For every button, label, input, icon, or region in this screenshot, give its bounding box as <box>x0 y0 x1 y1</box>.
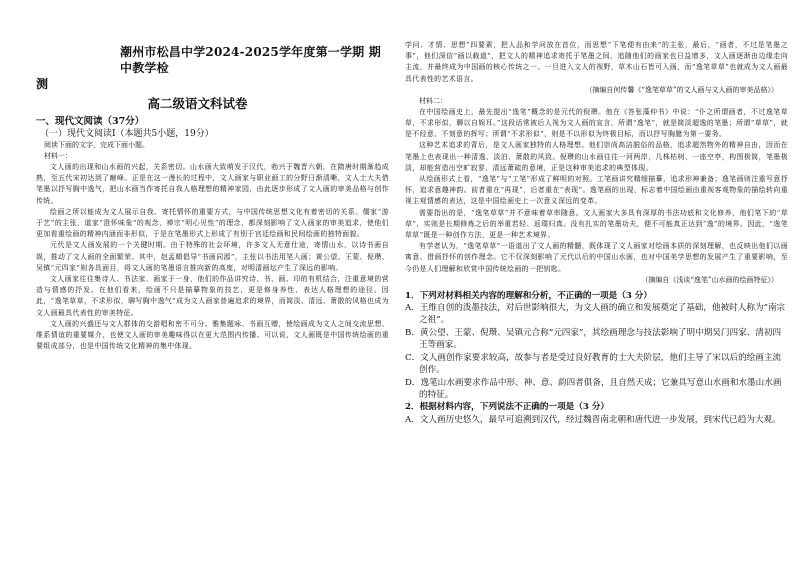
question-2 <box>405 401 788 426</box>
material-two-paragraph: 有学者认为，“逸笔草草”一语道出了文人画的精髓，既体现了文人画家对绘画本质的深刻理解，也反映出他们以画寓意、借画抒怀的创作理念。它不仅深刻影响了元代以后的中国山水画，也对中国美学思想的发展产生了重要影响，至今仍是人们理解和欣赏中国传统绘画的一把钥匙。 <box>405 242 788 273</box>
material-one-continued: 学问、才情、思想”四要素，把人品和学问放在首位，而思想“下笔便有由来”的主张，最后，“画者，不过是笔墨之事”，他们深信“画以载道”，把文人的精神追求寄托于笔墨之间，追随他们的画家也日益增多，文人画逐渐由边缘走向主流，并最终成为中国画的核心传统之一。一旦进入文人的视野，草木山石皆可入画，而“逸笔草草”也就成为文人画最具代表性的艺术语言。 <box>405 41 788 83</box>
material-two-paragraph: 从绘画形式上看，“逸笔”与“工笔”形成了鲜明的对照。工笔画讲究精细描摹，追求形神兼备；逸笔画则注重写意抒怀，追求意趣神韵。前者重在“再现”，后者重在“表现”。逸笔画的出现，标志着中国绘画由重视客观物象的描绘转向重视主观情感的表达，这是中国绘画史上一次意义深远的变革。 <box>405 175 788 206</box>
question-1 <box>405 290 788 401</box>
question-stem: 2．根据材料内容，下列说法不正确的一项是（3 分） <box>405 402 610 413</box>
material-one-label: 材料一： <box>44 152 72 160</box>
material-one-paragraph: 文人画的出现和山水画的兴起，关系密切。山水画大致萌发于汉代，勃兴于魏晋六朝，在隋唐时期渐趋成熟，至五代宋初达到了巅峰。正是在这一漫长的过程中，文人画家与职业画工的分野日渐清晰，文人士大夫借笔墨以抒写胸中逸气，把山水画当作寄托自我人格理想的精神家园，由此逐步形成了文人画的审美品格与创作传统。 <box>36 163 389 205</box>
material-two-paragraph: 需要指出的是，“逸笔草草”并不意味着草率随意。文人画家大多具有深厚的书法功底和文化修养，他们笔下的“草草”，实则是长期修炼之后的举重若轻、返璞归真。没有扎实的笔墨功夫，便不可能真正达到“逸”的境界。因此，“逸笔草草”既是一种创作方法，更是一种艺术境界。 <box>405 208 788 240</box>
answer-option-a[interactable]: A．王维自创的泼墨技法，对后世影响很大，为文人画的确立和发展奠定了基础，他被时人称为“南宗之祖”。 <box>405 303 786 326</box>
material-two-label: 材料二： <box>419 96 447 105</box>
material-two-paragraph: 这种艺术追求的背后，是文人画家独特的人格理想。他们崇尚高洁脱俗的品格，追求超然物外的精神自由，因而在笔墨上也表现出一种清逸、淡泊、萧散的风致。倪瓒的山水画往往一河两岸，几株枯树，一座空亭，构图极简，笔墨极淡，却能营造出空旷寂寥、清远萧疏的意境，正是这种审美追求的典型体现。 <box>405 141 788 172</box>
reading-instruction: 阅读下面的文字，完成下面小题。 <box>44 141 149 149</box>
material-one-paragraph: 文人画的兴盛还与文人群体的交游唱和密不可分。雅集题咏、书画互赠，使绘画成为文人之间交流思想、维系情谊的重要媒介，也使文人画的审美趣味得以在更大范围内传播。可以说，文人画既是中国传统绘画的重要组成部分，也是中国传统文化精神的集中体现。 <box>36 319 389 351</box>
material-one-paragraph: 绘画之所以能成为文人展示自我、寄托情怀的重要方式，与中国传统思想文化有着密切的关系。儒家“游于艺”的主张，道家“澄怀味象”的观念，禅宗“明心见性”的理念，都深刻影响了文人画家的审美追求，使他们更加看重绘画的精神内涵而非形似，于是在笔墨形式上形成了有别于宫廷绘画和民间绘画的独特面貌。 <box>36 207 389 239</box>
section-heading: 一、现代文阅读（37分） <box>36 116 145 127</box>
right-column <box>405 0 788 561</box>
material-one-paragraph: 元代是文人画发展的一个关键时期。由于特殊的社会环境，许多文人无意仕途，寄情山水，以诗书画自娱，推动了文人画的全面繁荣。其中，赵孟頫倡导“书画同源”，主张以书法用笔入画；黄公望、王蒙、倪瓒、吴镇“元四家”则各具面目，将文人画的笔墨语言推向新的高度，对明清画坛产生了深远的影响。 <box>36 241 389 272</box>
subsection-heading: （一）现代文阅读Ⅰ（本题共5小题，19分） <box>40 129 214 139</box>
left-column <box>6 0 389 561</box>
answer-option-d[interactable]: D．逸笔山水画要求作品中形、神、意、韵四者俱备，且自然天成；它兼具写意山水画和水墨山水画的特征。 <box>405 377 782 400</box>
question-stem: 1．下列对材料相关内容的理解和分析，不正确的一项是（3 分） <box>405 290 652 301</box>
exam-title-continued: 测 <box>36 77 49 91</box>
material-one-source: （摘编自何传馨《“逸笔草草”的文人画与文人画的审美品格》） <box>585 85 778 94</box>
exam-subtitle: 高二级语文科试卷 <box>147 96 248 111</box>
answer-option-c[interactable]: C．文人画创作家要求较高，故参与者是受过良好教育的士大夫阶层，他们主导了宋以后的绘画主流创作。 <box>405 352 782 376</box>
answer-option-a[interactable]: A．文人画历史悠久，最早可追溯到汉代，经过魏晋南北朝和唐代进一步发展，到宋代已趋为大观。 <box>405 414 781 425</box>
answer-option-b[interactable]: B．黄公望、王蒙、倪瓒、吴镇元合称“元四家”，其绘画理念与技法影响了明中期吴门四家、清初四王等画家。 <box>405 327 782 351</box>
material-one-paragraph: 文人画家往往集诗人、书法家、画家于一身，他们的作品讲究诗、书、画、印的有机结合，注重意境的营造与情感的抒发。在他们看来，绘画不只是描摹物象的技艺，更是修身养性、表达人格理想的途径。因此，“逸笔草草，不求形似，聊写胸中逸气”成为文人画家普遍追求的境界，而简淡、清远、萧散的风格也成为文人画最具代表性的审美特征。 <box>36 275 389 317</box>
exam-title: 潮州市松昌中学2024-2025学年度第一学期 期中教学检 <box>120 45 381 75</box>
material-two-paragraph: 在中国绘画史上，最先提出“逸笔”概念的是元代的倪瓒。他在《答张藻仲书》中说：“仆之所谓画者，不过逸笔草草，不求形似，聊以自娱耳。”这段话常被后人视为文人画的宣言，所谓“逸笔”，就是简淡超逸的笔墨；所谓“草草”，就是不经意、不刻意的挥写；所谓“不求形似”，则是不以形似为终极目标，而以抒写胸臆为第一要务。 <box>405 107 788 139</box>
material-two-source: （摘编自《浅谈“逸笔”山水画的绘画特征》） <box>641 275 778 284</box>
